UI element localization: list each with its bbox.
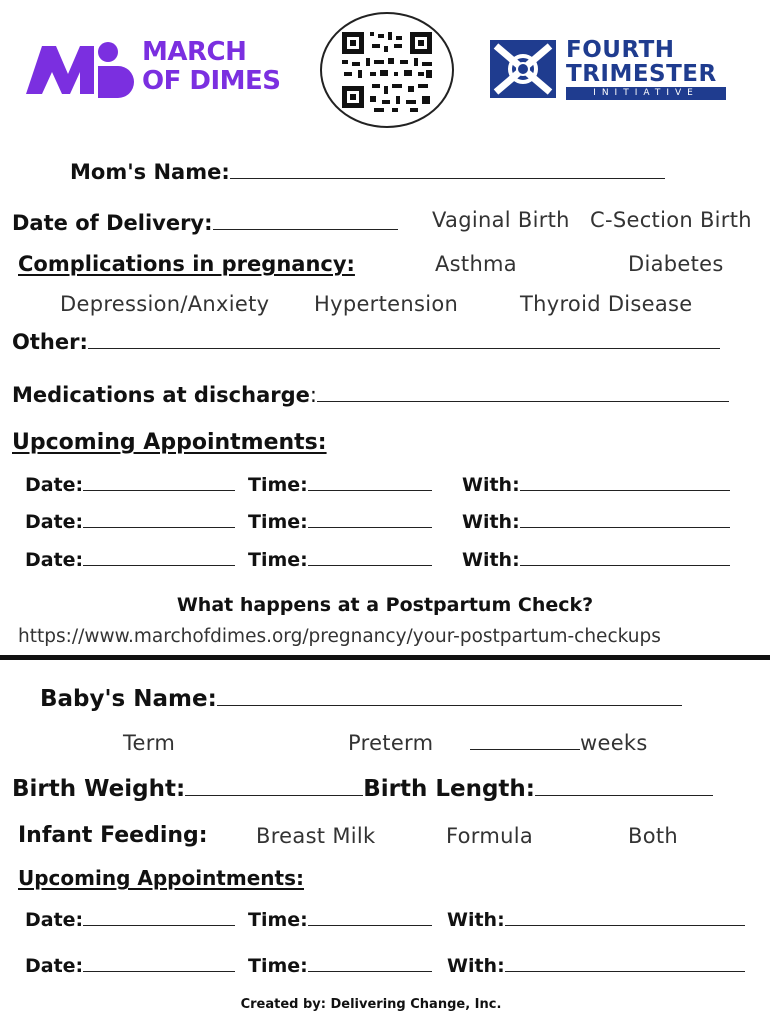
- ft-line-2: TRIMESTER: [566, 61, 717, 87]
- medications-line[interactable]: [317, 400, 729, 402]
- complication-diabetes[interactable]: Diabetes: [628, 252, 724, 276]
- qr-code-icon: [322, 14, 452, 126]
- birth-type-csection[interactable]: C-Section Birth: [590, 208, 752, 232]
- appointment-date-line[interactable]: [83, 970, 235, 972]
- appointment-with-line[interactable]: [520, 489, 730, 491]
- delivery-date-row: [12, 211, 398, 235]
- appointment-with-line[interactable]: [505, 924, 745, 926]
- appointment-date-label: Date:: [25, 549, 84, 571]
- birth-length-label: Birth Length:: [363, 776, 535, 802]
- baby-name-line[interactable]: [217, 704, 682, 706]
- medications-colon: :: [309, 383, 317, 407]
- feeding-breast-milk[interactable]: Breast Milk: [256, 824, 376, 848]
- baby-appointment-with: [447, 955, 745, 977]
- mom-name-label: Mom's Name:: [70, 160, 230, 184]
- complication-thyroid-disease[interactable]: Thyroid Disease: [520, 292, 693, 316]
- baby-appointment-row: [25, 955, 235, 977]
- mom-appointment-row: [25, 474, 235, 496]
- complication-asthma[interactable]: Asthma: [435, 252, 517, 276]
- complication-depression-anxiety[interactable]: Depression/Anxiety: [60, 292, 270, 316]
- ft-line-1: FOURTH: [566, 37, 675, 63]
- baby-name-label: Baby's Name:: [40, 686, 217, 712]
- qr-code: [320, 12, 454, 128]
- preterm-weeks-row: [470, 731, 648, 755]
- appointment-date-label: Date:: [25, 909, 84, 931]
- mod-line-2: OF DIMES: [142, 66, 281, 96]
- footer-credit: Created by: Delivering Change, Inc.: [240, 997, 502, 1012]
- appointment-with-label: With:: [447, 909, 505, 931]
- other-row: [12, 330, 720, 354]
- mom-name-row: [70, 160, 665, 184]
- section-divider: [0, 655, 770, 660]
- mod-line-1: MARCH: [142, 37, 247, 67]
- appointment-with-line[interactable]: [520, 564, 730, 566]
- other-line[interactable]: [88, 347, 720, 349]
- mom-name-line[interactable]: [230, 177, 665, 179]
- baby-appointment-time: [248, 955, 432, 977]
- birth-weight-line[interactable]: [185, 794, 363, 796]
- fourth-trimester-mark-icon: [488, 38, 558, 100]
- appointment-with-label: With:: [462, 549, 520, 571]
- medications-label: Medications at discharge: [12, 383, 310, 407]
- baby-appointment-row: [25, 909, 235, 931]
- birth-type-vaginal[interactable]: Vaginal Birth: [432, 208, 570, 232]
- term-option[interactable]: Term: [123, 731, 176, 755]
- mom-appointment-time: [248, 474, 432, 496]
- appointment-date-label: Date:: [25, 474, 84, 496]
- appointment-date-line[interactable]: [83, 489, 235, 491]
- appointment-date-label: Date:: [25, 955, 84, 977]
- appointment-time-label: Time:: [248, 549, 308, 571]
- delivery-date-line[interactable]: [213, 228, 398, 230]
- mom-appointment-with: [462, 549, 730, 571]
- appointment-with-label: With:: [462, 474, 520, 496]
- baby-appointment-with: [447, 909, 745, 931]
- appointment-date-line[interactable]: [83, 924, 235, 926]
- feeding-formula[interactable]: Formula: [446, 824, 534, 848]
- mom-appointment-row: [25, 549, 235, 571]
- mom-appointments-heading: Upcoming Appointments:: [12, 430, 327, 455]
- baby-appointment-time: [248, 909, 432, 931]
- march-of-dimes-mark-icon: [22, 38, 137, 100]
- appointment-time-line[interactable]: [308, 564, 432, 566]
- mom-appointment-with: [462, 474, 730, 496]
- appointment-time-line[interactable]: [308, 489, 432, 491]
- birth-measurements-row: [12, 776, 713, 802]
- preterm-option[interactable]: Preterm: [348, 731, 434, 755]
- appointment-with-line[interactable]: [520, 526, 730, 528]
- mom-appointment-row: [25, 511, 235, 533]
- appointment-time-label: Time:: [248, 909, 308, 931]
- appointment-time-line[interactable]: [308, 526, 432, 528]
- march-of-dimes-logo: [22, 38, 292, 100]
- mom-appointment-with: [462, 511, 730, 533]
- preterm-weeks-line[interactable]: [470, 748, 580, 750]
- appointment-date-line[interactable]: [83, 564, 235, 566]
- appointment-time-line[interactable]: [308, 924, 432, 926]
- fourth-trimester-logo: [488, 38, 733, 102]
- medications-row: [12, 383, 729, 407]
- other-label: Other:: [12, 330, 88, 354]
- appointment-date-label: Date:: [25, 511, 84, 533]
- postpartum-question: What happens at a Postpartum Check?: [176, 594, 594, 616]
- postpartum-link[interactable]: https://www.marchofdimes.org/pregnancy/your-postpartum-checkups: [18, 626, 661, 647]
- birth-weight-label: Birth Weight:: [12, 776, 186, 802]
- baby-name-row: [40, 686, 682, 712]
- appointment-time-label: Time:: [248, 474, 308, 496]
- mom-appointment-time: [248, 511, 432, 533]
- appointment-with-label: With:: [447, 955, 505, 977]
- appointment-date-line[interactable]: [83, 526, 235, 528]
- appointment-time-line[interactable]: [308, 970, 432, 972]
- infant-feeding-label: Infant Feeding:: [18, 823, 208, 848]
- delivery-date-label: Date of Delivery:: [12, 211, 213, 235]
- birth-length-line[interactable]: [535, 794, 713, 796]
- initiative-band: INITIATIVE: [566, 87, 726, 100]
- appointment-with-label: With:: [462, 511, 520, 533]
- appointment-with-line[interactable]: [505, 970, 745, 972]
- appointment-time-label: Time:: [248, 511, 308, 533]
- mom-appointment-time: [248, 549, 432, 571]
- appointment-time-label: Time:: [248, 955, 308, 977]
- complications-label: Complications in pregnancy:: [18, 252, 355, 276]
- complication-hypertension[interactable]: Hypertension: [314, 292, 459, 316]
- feeding-both[interactable]: Both: [628, 824, 678, 848]
- weeks-label: weeks: [580, 731, 648, 755]
- baby-appointments-heading: Upcoming Appointments:: [18, 866, 304, 890]
